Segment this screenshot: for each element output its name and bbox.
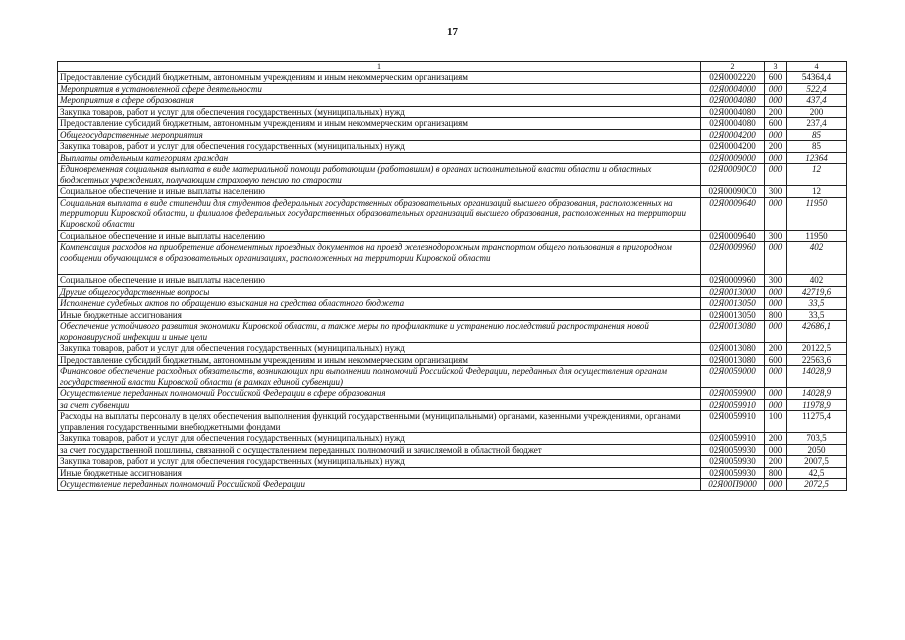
row-name: Общегосударственные мероприятия bbox=[58, 129, 701, 141]
row-name: Обеспечение устойчивого развития экономики Кировской области, а также меры по профилактике и устранению последствий распространения новой коронавирусной инфекции и иные цели bbox=[58, 321, 701, 343]
row-expense-type: 200 bbox=[765, 433, 787, 445]
row-expense-type: 800 bbox=[765, 309, 787, 321]
row-name: Осуществление переданных полномочий Российской Федерации bbox=[58, 479, 701, 491]
row-amount: 42719,6 bbox=[787, 286, 847, 298]
row-target-code: 02Я00090С0 bbox=[701, 186, 765, 198]
row-expense-type: 000 bbox=[765, 152, 787, 164]
table-row bbox=[58, 83, 847, 95]
row-expense-type: 200 bbox=[765, 456, 787, 468]
row-amount: 11950 bbox=[787, 197, 847, 230]
row-target-code: 02Я0013000 bbox=[701, 286, 765, 298]
row-name: Исполнение судебных актов по обращению взыскания на средства областного бюджета bbox=[58, 298, 701, 310]
row-target-code: 02Я0059000 bbox=[701, 366, 765, 388]
row-amount: 85 bbox=[787, 129, 847, 141]
table-header-row bbox=[58, 62, 847, 72]
table-row bbox=[58, 444, 847, 456]
row-expense-type: 600 bbox=[765, 72, 787, 84]
row-target-code: 02Я0059900 bbox=[701, 388, 765, 400]
row-target-code: 02Я00090С0 bbox=[701, 164, 765, 186]
row-amount: 437,4 bbox=[787, 95, 847, 107]
header-col-amount: 4 bbox=[787, 62, 847, 72]
row-target-code: 02Я0059910 bbox=[701, 399, 765, 411]
table-row bbox=[58, 72, 847, 84]
row-amount: 33,5 bbox=[787, 298, 847, 310]
table-row bbox=[58, 399, 847, 411]
row-target-code: 02Я0004200 bbox=[701, 129, 765, 141]
row-expense-type: 000 bbox=[765, 444, 787, 456]
row-amount: 22563,6 bbox=[787, 354, 847, 366]
row-amount: 33,5 bbox=[787, 309, 847, 321]
row-expense-type: 200 bbox=[765, 343, 787, 355]
row-target-code: 02Я0009000 bbox=[701, 152, 765, 164]
row-target-code: 02Я0009960 bbox=[701, 275, 765, 287]
row-name: Социальное обеспечение и иные выплаты населению bbox=[58, 275, 701, 287]
table-row bbox=[58, 186, 847, 198]
row-expense-type: 300 bbox=[765, 230, 787, 242]
table-row bbox=[58, 411, 847, 433]
row-name: Социальная выплата в виде стипендии для студентов федеральных государственных образовательных организаций высшего образования, расположенных на территории Кировской области, и филиалов федеральных государственных образовательных организаций высшего образования, расположенных на территории Кировской области bbox=[58, 197, 701, 230]
row-name: Осуществление переданных полномочий Российской Федерации в сфере образования bbox=[58, 388, 701, 400]
header-col-name: 1 bbox=[58, 62, 701, 72]
row-name: Единовременная социальная выплата в виде материальной помощи работающим (работавшим) в органах исполнительной власти области и областных бюджетных учреждениях, получающим страховую пенсию по старости bbox=[58, 164, 701, 186]
row-name: Иные бюджетные ассигнования bbox=[58, 309, 701, 321]
row-amount: 14028,9 bbox=[787, 388, 847, 400]
row-amount: 14028,9 bbox=[787, 366, 847, 388]
row-expense-type: 000 bbox=[765, 164, 787, 186]
table-row bbox=[58, 286, 847, 298]
row-amount: 2072,5 bbox=[787, 479, 847, 491]
row-name: Закупка товаров, работ и услуг для обеспечения государственных (муниципальных) нужд bbox=[58, 433, 701, 445]
row-expense-type: 600 bbox=[765, 118, 787, 130]
row-name: за счет государственной пошлины, связанной с осуществлением переданных полномочий и зачисляемой в областной бюджет bbox=[58, 444, 701, 456]
table-row bbox=[58, 230, 847, 242]
row-amount: 402 bbox=[787, 242, 847, 275]
row-amount: 12 bbox=[787, 164, 847, 186]
row-expense-type: 300 bbox=[765, 186, 787, 198]
table-row bbox=[58, 106, 847, 118]
row-name: Закупка товаров, работ и услуг для обеспечения государственных (муниципальных) нужд bbox=[58, 456, 701, 468]
table-row bbox=[58, 141, 847, 153]
row-name: Социальное обеспечение и иные выплаты населению bbox=[58, 230, 701, 242]
row-amount: 12364 bbox=[787, 152, 847, 164]
row-amount: 522,4 bbox=[787, 83, 847, 95]
table-row bbox=[58, 129, 847, 141]
budget-table bbox=[57, 61, 847, 491]
row-expense-type: 000 bbox=[765, 197, 787, 230]
table-row bbox=[58, 309, 847, 321]
row-amount: 11275,4 bbox=[787, 411, 847, 433]
row-name: Мероприятия в сфере образования bbox=[58, 95, 701, 107]
row-target-code: 02Я0013080 bbox=[701, 343, 765, 355]
row-expense-type: 300 bbox=[765, 275, 787, 287]
row-amount: 12 bbox=[787, 186, 847, 198]
row-name: Предоставление субсидий бюджетным, автономным учреждениям и иным некоммерческим организациям bbox=[58, 72, 701, 84]
header-col-type: 3 bbox=[765, 62, 787, 72]
table-row bbox=[58, 479, 847, 491]
row-target-code: 02Я0013050 bbox=[701, 309, 765, 321]
row-target-code: 02Я00П9000 bbox=[701, 479, 765, 491]
table-body bbox=[58, 72, 847, 491]
row-name: за счет субвенции bbox=[58, 399, 701, 411]
header-col-code: 2 bbox=[701, 62, 765, 72]
row-expense-type: 100 bbox=[765, 411, 787, 433]
row-name: Расходы на выплаты персоналу в целях обеспечения выполнения функций государственными (муниципальными) органами, казенными учреждениями, органами управления государственными внебюджетными фондами bbox=[58, 411, 701, 433]
row-expense-type: 000 bbox=[765, 95, 787, 107]
row-target-code: 02Я0004080 bbox=[701, 118, 765, 130]
row-target-code: 02Я0059930 bbox=[701, 444, 765, 456]
row-expense-type: 000 bbox=[765, 286, 787, 298]
row-amount: 11978,9 bbox=[787, 399, 847, 411]
row-name: Компенсация расходов на приобретение абонементных проездных документов на проезд железнодорожным транспортом общего пользования в пригородном сообщении обучающимся в образовательных организациях, расположенных на территории Кировской области bbox=[58, 242, 701, 275]
row-amount: 54364,4 bbox=[787, 72, 847, 84]
row-name: Предоставление субсидий бюджетным, автономным учреждениям и иным некоммерческим организациям bbox=[58, 118, 701, 130]
row-amount: 237,4 bbox=[787, 118, 847, 130]
row-expense-type: 600 bbox=[765, 354, 787, 366]
row-expense-type: 200 bbox=[765, 106, 787, 118]
row-target-code: 02Я0004200 bbox=[701, 141, 765, 153]
row-target-code: 02Я0013080 bbox=[701, 354, 765, 366]
table-row bbox=[58, 275, 847, 287]
table-row bbox=[58, 456, 847, 468]
row-amount: 85 bbox=[787, 141, 847, 153]
row-amount: 42686,1 bbox=[787, 321, 847, 343]
row-amount: 402 bbox=[787, 275, 847, 287]
row-target-code: 02Я0009640 bbox=[701, 197, 765, 230]
row-amount: 20122,5 bbox=[787, 343, 847, 355]
row-expense-type: 000 bbox=[765, 479, 787, 491]
row-target-code: 02Я0059910 bbox=[701, 411, 765, 433]
row-target-code: 02Я0004080 bbox=[701, 95, 765, 107]
row-target-code: 02Я0013050 bbox=[701, 298, 765, 310]
row-expense-type: 000 bbox=[765, 242, 787, 275]
row-name: Мероприятия в установленной сфере деятельности bbox=[58, 83, 701, 95]
row-name: Предоставление субсидий бюджетным, автономным учреждениям и иным некоммерческим организациям bbox=[58, 354, 701, 366]
table-row bbox=[58, 152, 847, 164]
table-row bbox=[58, 467, 847, 479]
row-target-code: 02Я0009640 bbox=[701, 230, 765, 242]
table-row bbox=[58, 95, 847, 107]
row-name: Иные бюджетные ассигнования bbox=[58, 467, 701, 479]
row-amount: 2007,5 bbox=[787, 456, 847, 468]
row-name: Закупка товаров, работ и услуг для обеспечения государственных (муниципальных) нужд bbox=[58, 343, 701, 355]
table-row bbox=[58, 433, 847, 445]
table-row bbox=[58, 242, 847, 275]
row-target-code: 02Я0059930 bbox=[701, 467, 765, 479]
table-row bbox=[58, 388, 847, 400]
row-target-code: 02Я0004080 bbox=[701, 106, 765, 118]
row-target-code: 02Я0059910 bbox=[701, 433, 765, 445]
row-expense-type: 000 bbox=[765, 399, 787, 411]
row-expense-type: 000 bbox=[765, 298, 787, 310]
row-expense-type: 000 bbox=[765, 321, 787, 343]
row-amount: 703,5 bbox=[787, 433, 847, 445]
row-expense-type: 000 bbox=[765, 129, 787, 141]
row-target-code: 02Я0009960 bbox=[701, 242, 765, 275]
row-amount: 42,5 bbox=[787, 467, 847, 479]
row-expense-type: 000 bbox=[765, 83, 787, 95]
table-row bbox=[58, 118, 847, 130]
row-name: Другие общегосударственные вопросы bbox=[58, 286, 701, 298]
row-target-code: 02Я0002220 bbox=[701, 72, 765, 84]
table-row bbox=[58, 366, 847, 388]
row-name: Социальное обеспечение и иные выплаты населению bbox=[58, 186, 701, 198]
row-expense-type: 800 bbox=[765, 467, 787, 479]
table-row bbox=[58, 164, 847, 186]
row-expense-type: 000 bbox=[765, 366, 787, 388]
table-row bbox=[58, 197, 847, 230]
table-row bbox=[58, 298, 847, 310]
row-name: Закупка товаров, работ и услуг для обеспечения государственных (муниципальных) нужд bbox=[58, 106, 701, 118]
row-target-code: 02Я0059930 bbox=[701, 456, 765, 468]
row-amount: 200 bbox=[787, 106, 847, 118]
row-name: Финансовое обеспечение расходных обязательств, возникающих при выполнении полномочий Российской Федерации, переданных для осуществления органам государственной власти Кировской области (в рамках единой субвенции) bbox=[58, 366, 701, 388]
row-name: Выплаты отдельным категориям граждан bbox=[58, 152, 701, 164]
row-name: Закупка товаров, работ и услуг для обеспечения государственных (муниципальных) нужд bbox=[58, 141, 701, 153]
row-target-code: 02Я0013080 bbox=[701, 321, 765, 343]
table-row bbox=[58, 343, 847, 355]
table-row bbox=[58, 354, 847, 366]
table-row bbox=[58, 321, 847, 343]
row-amount: 2050 bbox=[787, 444, 847, 456]
row-expense-type: 000 bbox=[765, 388, 787, 400]
page-number: 17 bbox=[447, 26, 458, 38]
row-amount: 11950 bbox=[787, 230, 847, 242]
row-target-code: 02Я0004000 bbox=[701, 83, 765, 95]
row-expense-type: 200 bbox=[765, 141, 787, 153]
